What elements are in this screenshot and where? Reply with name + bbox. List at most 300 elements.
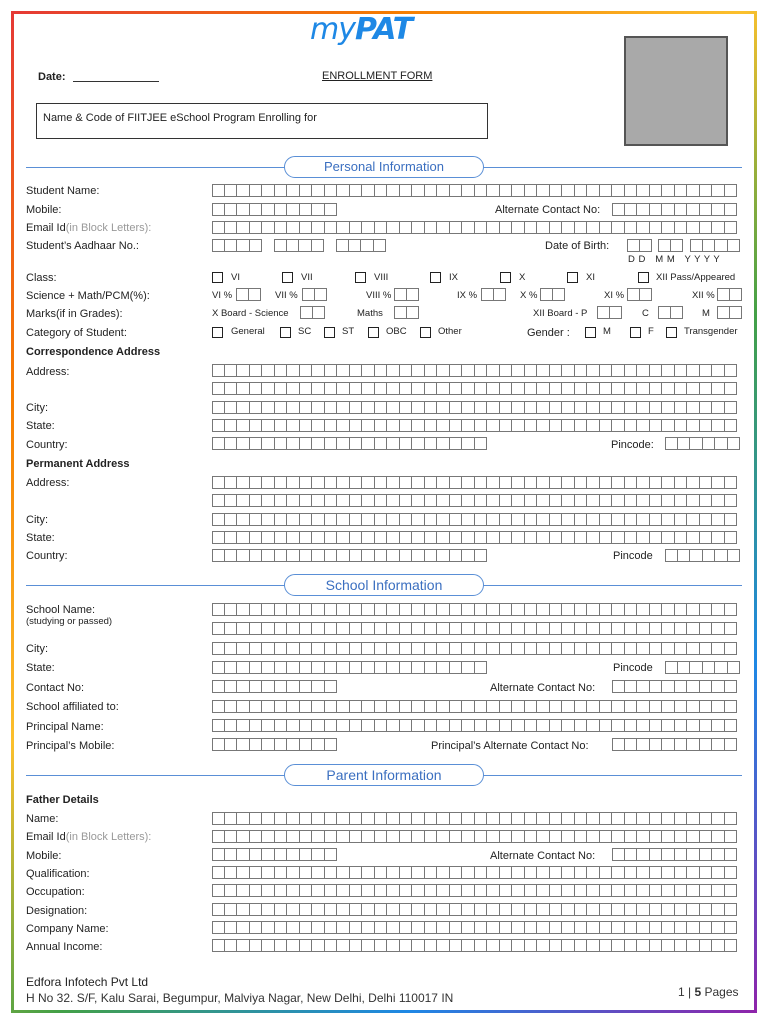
char-box[interactable] bbox=[275, 700, 288, 713]
char-box[interactable] bbox=[300, 531, 313, 544]
char-box[interactable] bbox=[237, 903, 250, 916]
char-box[interactable] bbox=[375, 494, 388, 507]
char-box[interactable] bbox=[237, 738, 250, 751]
char-box[interactable] bbox=[525, 419, 538, 432]
char-box[interactable] bbox=[637, 700, 650, 713]
char-box[interactable] bbox=[625, 700, 638, 713]
char-box[interactable] bbox=[525, 700, 538, 713]
char-box[interactable] bbox=[725, 700, 738, 713]
char-box[interactable] bbox=[312, 476, 325, 489]
char-box[interactable] bbox=[725, 603, 738, 616]
char-box[interactable] bbox=[362, 903, 375, 916]
char-box[interactable] bbox=[425, 884, 438, 897]
char-box[interactable] bbox=[212, 642, 225, 655]
char-box[interactable] bbox=[600, 921, 613, 934]
char-box[interactable] bbox=[387, 903, 400, 916]
char-box[interactable] bbox=[550, 513, 563, 526]
char-box[interactable] bbox=[250, 622, 263, 635]
char-box[interactable] bbox=[550, 812, 563, 825]
class-viii-checkbox[interactable] bbox=[355, 272, 366, 283]
char-box[interactable] bbox=[225, 848, 238, 861]
char-box[interactable] bbox=[437, 866, 450, 879]
char-box[interactable] bbox=[387, 437, 400, 450]
char-box[interactable] bbox=[587, 622, 600, 635]
char-box[interactable] bbox=[275, 622, 288, 635]
char-box[interactable] bbox=[553, 288, 566, 301]
char-box[interactable] bbox=[662, 364, 675, 377]
char-box[interactable] bbox=[600, 364, 613, 377]
char-box[interactable] bbox=[700, 700, 713, 713]
char-box[interactable] bbox=[637, 476, 650, 489]
char-box[interactable] bbox=[225, 221, 238, 234]
category-sc-checkbox[interactable] bbox=[280, 327, 291, 338]
char-box[interactable] bbox=[225, 939, 238, 952]
char-box[interactable] bbox=[325, 642, 338, 655]
char-box[interactable] bbox=[237, 239, 250, 252]
char-box[interactable] bbox=[212, 680, 225, 693]
char-box[interactable] bbox=[312, 848, 325, 861]
char-box[interactable] bbox=[715, 437, 728, 450]
char-box[interactable] bbox=[337, 903, 350, 916]
char-box[interactable] bbox=[625, 203, 638, 216]
char-box[interactable] bbox=[612, 184, 625, 197]
char-box[interactable] bbox=[350, 437, 363, 450]
char-box[interactable] bbox=[462, 476, 475, 489]
char-box[interactable] bbox=[500, 382, 513, 395]
char-box[interactable] bbox=[250, 364, 263, 377]
char-box[interactable] bbox=[687, 866, 700, 879]
char-box[interactable] bbox=[587, 812, 600, 825]
char-box[interactable] bbox=[500, 476, 513, 489]
char-box[interactable] bbox=[512, 531, 525, 544]
char-box[interactable] bbox=[600, 830, 613, 843]
char-box[interactable] bbox=[450, 513, 463, 526]
char-box[interactable] bbox=[730, 306, 743, 319]
char-box[interactable] bbox=[362, 642, 375, 655]
char-box[interactable] bbox=[625, 866, 638, 879]
char-box[interactable] bbox=[462, 642, 475, 655]
char-box[interactable] bbox=[700, 642, 713, 655]
char-box[interactable] bbox=[325, 884, 338, 897]
char-box[interactable] bbox=[512, 866, 525, 879]
char-box[interactable] bbox=[637, 531, 650, 544]
char-box[interactable] bbox=[487, 419, 500, 432]
char-box[interactable] bbox=[650, 419, 663, 432]
char-box[interactable] bbox=[625, 903, 638, 916]
char-box[interactable] bbox=[262, 719, 275, 732]
char-box[interactable] bbox=[625, 603, 638, 616]
photo-box[interactable] bbox=[624, 36, 728, 146]
char-box[interactable] bbox=[362, 939, 375, 952]
char-box[interactable] bbox=[712, 866, 725, 879]
char-box[interactable] bbox=[225, 622, 238, 635]
char-box[interactable] bbox=[362, 622, 375, 635]
char-box[interactable] bbox=[237, 549, 250, 562]
class-xii-checkbox[interactable] bbox=[638, 272, 649, 283]
char-box[interactable] bbox=[712, 700, 725, 713]
char-box[interactable] bbox=[597, 306, 610, 319]
char-box[interactable] bbox=[550, 419, 563, 432]
char-box[interactable] bbox=[300, 437, 313, 450]
char-box[interactable] bbox=[700, 382, 713, 395]
char-box[interactable] bbox=[237, 680, 250, 693]
char-box[interactable] bbox=[712, 382, 725, 395]
char-box[interactable] bbox=[537, 184, 550, 197]
student-name-boxes[interactable] bbox=[212, 184, 737, 197]
char-box[interactable] bbox=[337, 364, 350, 377]
char-box[interactable] bbox=[500, 812, 513, 825]
char-box[interactable] bbox=[700, 903, 713, 916]
char-box[interactable] bbox=[300, 812, 313, 825]
char-box[interactable] bbox=[287, 719, 300, 732]
char-box[interactable] bbox=[650, 382, 663, 395]
char-box[interactable] bbox=[587, 184, 600, 197]
char-box[interactable] bbox=[625, 364, 638, 377]
char-box[interactable] bbox=[500, 513, 513, 526]
char-box[interactable] bbox=[300, 184, 313, 197]
char-box[interactable] bbox=[275, 939, 288, 952]
char-box[interactable] bbox=[262, 364, 275, 377]
char-box[interactable] bbox=[400, 603, 413, 616]
char-box[interactable] bbox=[562, 603, 575, 616]
char-box[interactable] bbox=[600, 903, 613, 916]
char-box[interactable] bbox=[700, 939, 713, 952]
char-box[interactable] bbox=[612, 221, 625, 234]
char-box[interactable] bbox=[700, 680, 713, 693]
char-box[interactable] bbox=[662, 680, 675, 693]
char-box[interactable] bbox=[525, 382, 538, 395]
char-box[interactable] bbox=[512, 419, 525, 432]
char-box[interactable] bbox=[312, 738, 325, 751]
char-box[interactable] bbox=[537, 382, 550, 395]
char-box[interactable] bbox=[500, 364, 513, 377]
char-box[interactable] bbox=[662, 866, 675, 879]
char-box[interactable] bbox=[637, 738, 650, 751]
char-box[interactable] bbox=[325, 812, 338, 825]
char-box[interactable] bbox=[400, 513, 413, 526]
char-box[interactable] bbox=[625, 494, 638, 507]
char-box[interactable] bbox=[387, 830, 400, 843]
char-box[interactable] bbox=[525, 884, 538, 897]
char-box[interactable] bbox=[675, 866, 688, 879]
science-viii-boxes[interactable] bbox=[394, 288, 419, 301]
char-box[interactable] bbox=[287, 866, 300, 879]
char-box[interactable] bbox=[625, 738, 638, 751]
char-box[interactable] bbox=[425, 866, 438, 879]
char-box[interactable] bbox=[658, 306, 671, 319]
char-box[interactable] bbox=[262, 661, 275, 674]
char-box[interactable] bbox=[650, 719, 663, 732]
char-box[interactable] bbox=[712, 401, 725, 414]
char-box[interactable] bbox=[262, 203, 275, 216]
char-box[interactable] bbox=[325, 622, 338, 635]
char-box[interactable] bbox=[690, 661, 703, 674]
char-box[interactable] bbox=[275, 603, 288, 616]
char-box[interactable] bbox=[725, 921, 738, 934]
char-box[interactable] bbox=[212, 661, 225, 674]
char-box[interactable] bbox=[625, 939, 638, 952]
char-box[interactable] bbox=[312, 622, 325, 635]
char-box[interactable] bbox=[662, 221, 675, 234]
char-box[interactable] bbox=[337, 939, 350, 952]
char-box[interactable] bbox=[375, 364, 388, 377]
char-box[interactable] bbox=[350, 642, 363, 655]
char-box[interactable] bbox=[562, 884, 575, 897]
char-box[interactable] bbox=[412, 549, 425, 562]
char-box[interactable] bbox=[375, 622, 388, 635]
char-box[interactable] bbox=[312, 939, 325, 952]
char-box[interactable] bbox=[387, 476, 400, 489]
char-box[interactable] bbox=[725, 939, 738, 952]
char-box[interactable] bbox=[250, 661, 263, 674]
char-box[interactable] bbox=[575, 603, 588, 616]
char-box[interactable] bbox=[687, 603, 700, 616]
char-box[interactable] bbox=[725, 531, 738, 544]
char-box[interactable] bbox=[437, 401, 450, 414]
char-box[interactable] bbox=[462, 884, 475, 897]
char-box[interactable] bbox=[487, 603, 500, 616]
char-box[interactable] bbox=[350, 382, 363, 395]
char-box[interactable] bbox=[250, 382, 263, 395]
char-box[interactable] bbox=[675, 184, 688, 197]
char-box[interactable] bbox=[475, 939, 488, 952]
char-box[interactable] bbox=[725, 401, 738, 414]
char-box[interactable] bbox=[437, 419, 450, 432]
char-box[interactable] bbox=[625, 622, 638, 635]
char-box[interactable] bbox=[387, 622, 400, 635]
char-box[interactable] bbox=[237, 221, 250, 234]
char-box[interactable] bbox=[287, 903, 300, 916]
char-box[interactable] bbox=[300, 866, 313, 879]
char-box[interactable] bbox=[637, 513, 650, 526]
char-box[interactable] bbox=[650, 476, 663, 489]
char-box[interactable] bbox=[387, 939, 400, 952]
char-box[interactable] bbox=[665, 661, 678, 674]
char-box[interactable] bbox=[687, 903, 700, 916]
char-box[interactable] bbox=[262, 549, 275, 562]
char-box[interactable] bbox=[250, 719, 263, 732]
class-vi-checkbox[interactable] bbox=[212, 272, 223, 283]
char-box[interactable] bbox=[700, 866, 713, 879]
gender-f-checkbox[interactable] bbox=[630, 327, 641, 338]
char-box[interactable] bbox=[715, 549, 728, 562]
char-box[interactable] bbox=[450, 719, 463, 732]
char-box[interactable] bbox=[237, 203, 250, 216]
char-box[interactable] bbox=[650, 848, 663, 861]
char-box[interactable] bbox=[275, 738, 288, 751]
char-box[interactable] bbox=[387, 866, 400, 879]
char-box[interactable] bbox=[375, 221, 388, 234]
char-box[interactable] bbox=[462, 419, 475, 432]
char-box[interactable] bbox=[712, 419, 725, 432]
principal-mobile-boxes[interactable] bbox=[212, 738, 337, 751]
char-box[interactable] bbox=[562, 382, 575, 395]
char-box[interactable] bbox=[212, 531, 225, 544]
char-box[interactable] bbox=[312, 531, 325, 544]
char-box[interactable] bbox=[287, 531, 300, 544]
char-box[interactable] bbox=[425, 603, 438, 616]
char-box[interactable] bbox=[450, 622, 463, 635]
char-box[interactable] bbox=[487, 513, 500, 526]
char-box[interactable] bbox=[725, 866, 738, 879]
char-box[interactable] bbox=[637, 203, 650, 216]
char-box[interactable] bbox=[712, 848, 725, 861]
char-box[interactable] bbox=[375, 700, 388, 713]
char-box[interactable] bbox=[287, 419, 300, 432]
char-box[interactable] bbox=[671, 306, 684, 319]
char-box[interactable] bbox=[337, 401, 350, 414]
char-box[interactable] bbox=[550, 939, 563, 952]
mobile-boxes[interactable] bbox=[212, 203, 337, 216]
char-box[interactable] bbox=[337, 382, 350, 395]
char-box[interactable] bbox=[587, 382, 600, 395]
char-box[interactable] bbox=[250, 603, 263, 616]
char-box[interactable] bbox=[703, 661, 716, 674]
char-box[interactable] bbox=[650, 700, 663, 713]
char-box[interactable] bbox=[662, 401, 675, 414]
char-box[interactable] bbox=[412, 622, 425, 635]
char-box[interactable] bbox=[400, 221, 413, 234]
char-box[interactable] bbox=[717, 306, 730, 319]
char-box[interactable] bbox=[412, 494, 425, 507]
char-box[interactable] bbox=[562, 700, 575, 713]
char-box[interactable] bbox=[500, 903, 513, 916]
char-box[interactable] bbox=[275, 221, 288, 234]
char-box[interactable] bbox=[525, 939, 538, 952]
char-box[interactable] bbox=[650, 622, 663, 635]
char-box[interactable] bbox=[225, 203, 238, 216]
char-box[interactable] bbox=[362, 812, 375, 825]
char-box[interactable] bbox=[312, 812, 325, 825]
char-box[interactable] bbox=[437, 603, 450, 616]
char-box[interactable] bbox=[375, 812, 388, 825]
char-box[interactable] bbox=[462, 661, 475, 674]
char-box[interactable] bbox=[450, 661, 463, 674]
char-box[interactable] bbox=[312, 419, 325, 432]
char-box[interactable] bbox=[337, 513, 350, 526]
char-box[interactable] bbox=[481, 288, 494, 301]
char-box[interactable] bbox=[262, 848, 275, 861]
char-box[interactable] bbox=[387, 513, 400, 526]
char-box[interactable] bbox=[550, 494, 563, 507]
char-box[interactable] bbox=[712, 203, 725, 216]
perm-state-boxes[interactable] bbox=[212, 531, 737, 544]
char-box[interactable] bbox=[575, 622, 588, 635]
char-box[interactable] bbox=[450, 476, 463, 489]
char-box[interactable] bbox=[650, 903, 663, 916]
char-box[interactable] bbox=[537, 221, 550, 234]
char-box[interactable] bbox=[387, 221, 400, 234]
char-box[interactable] bbox=[512, 830, 525, 843]
char-box[interactable] bbox=[337, 184, 350, 197]
char-box[interactable] bbox=[675, 476, 688, 489]
char-box[interactable] bbox=[675, 419, 688, 432]
char-box[interactable] bbox=[212, 382, 225, 395]
char-box[interactable] bbox=[725, 642, 738, 655]
char-box[interactable] bbox=[287, 401, 300, 414]
char-box[interactable] bbox=[325, 661, 338, 674]
char-box[interactable] bbox=[312, 401, 325, 414]
char-box[interactable] bbox=[712, 531, 725, 544]
char-box[interactable] bbox=[650, 738, 663, 751]
char-box[interactable] bbox=[225, 719, 238, 732]
char-box[interactable] bbox=[262, 603, 275, 616]
char-box[interactable] bbox=[325, 866, 338, 879]
char-box[interactable] bbox=[312, 203, 325, 216]
char-box[interactable] bbox=[600, 419, 613, 432]
char-box[interactable] bbox=[287, 382, 300, 395]
char-box[interactable] bbox=[662, 513, 675, 526]
char-box[interactable] bbox=[562, 903, 575, 916]
char-box[interactable] bbox=[725, 494, 738, 507]
char-box[interactable] bbox=[725, 884, 738, 897]
char-box[interactable] bbox=[450, 382, 463, 395]
char-box[interactable] bbox=[650, 884, 663, 897]
char-box[interactable] bbox=[312, 719, 325, 732]
char-box[interactable] bbox=[212, 830, 225, 843]
char-box[interactable] bbox=[350, 221, 363, 234]
char-box[interactable] bbox=[387, 603, 400, 616]
corr-address-boxes-1[interactable] bbox=[212, 364, 737, 377]
char-box[interactable] bbox=[312, 221, 325, 234]
char-box[interactable] bbox=[700, 603, 713, 616]
char-box[interactable] bbox=[675, 622, 688, 635]
char-box[interactable] bbox=[237, 812, 250, 825]
char-box[interactable] bbox=[425, 549, 438, 562]
char-box[interactable] bbox=[637, 603, 650, 616]
char-box[interactable] bbox=[662, 382, 675, 395]
char-box[interactable] bbox=[475, 719, 488, 732]
char-box[interactable] bbox=[425, 513, 438, 526]
char-box[interactable] bbox=[362, 382, 375, 395]
corr-country-boxes[interactable] bbox=[212, 437, 487, 450]
char-box[interactable] bbox=[487, 719, 500, 732]
school-state-boxes[interactable] bbox=[212, 661, 487, 674]
char-box[interactable] bbox=[312, 642, 325, 655]
char-box[interactable] bbox=[525, 830, 538, 843]
char-box[interactable] bbox=[637, 830, 650, 843]
char-box[interactable] bbox=[562, 939, 575, 952]
char-box[interactable] bbox=[687, 830, 700, 843]
char-box[interactable] bbox=[575, 221, 588, 234]
aadhaar-boxes-3[interactable] bbox=[336, 239, 386, 252]
char-box[interactable] bbox=[512, 921, 525, 934]
dob-year-boxes[interactable] bbox=[690, 239, 740, 252]
char-box[interactable] bbox=[700, 830, 713, 843]
char-box[interactable] bbox=[625, 184, 638, 197]
char-box[interactable] bbox=[337, 476, 350, 489]
char-box[interactable] bbox=[725, 848, 738, 861]
char-box[interactable] bbox=[712, 184, 725, 197]
char-box[interactable] bbox=[600, 494, 613, 507]
char-box[interactable] bbox=[450, 866, 463, 879]
char-box[interactable] bbox=[675, 939, 688, 952]
char-box[interactable] bbox=[687, 680, 700, 693]
char-box[interactable] bbox=[687, 419, 700, 432]
char-box[interactable] bbox=[362, 921, 375, 934]
char-box[interactable] bbox=[637, 866, 650, 879]
char-box[interactable] bbox=[225, 812, 238, 825]
char-box[interactable] bbox=[587, 903, 600, 916]
char-box[interactable] bbox=[675, 603, 688, 616]
category-general-checkbox[interactable] bbox=[212, 327, 223, 338]
char-box[interactable] bbox=[325, 738, 338, 751]
char-box[interactable] bbox=[250, 866, 263, 879]
char-box[interactable] bbox=[637, 642, 650, 655]
char-box[interactable] bbox=[650, 184, 663, 197]
char-box[interactable] bbox=[250, 549, 263, 562]
char-box[interactable] bbox=[275, 203, 288, 216]
